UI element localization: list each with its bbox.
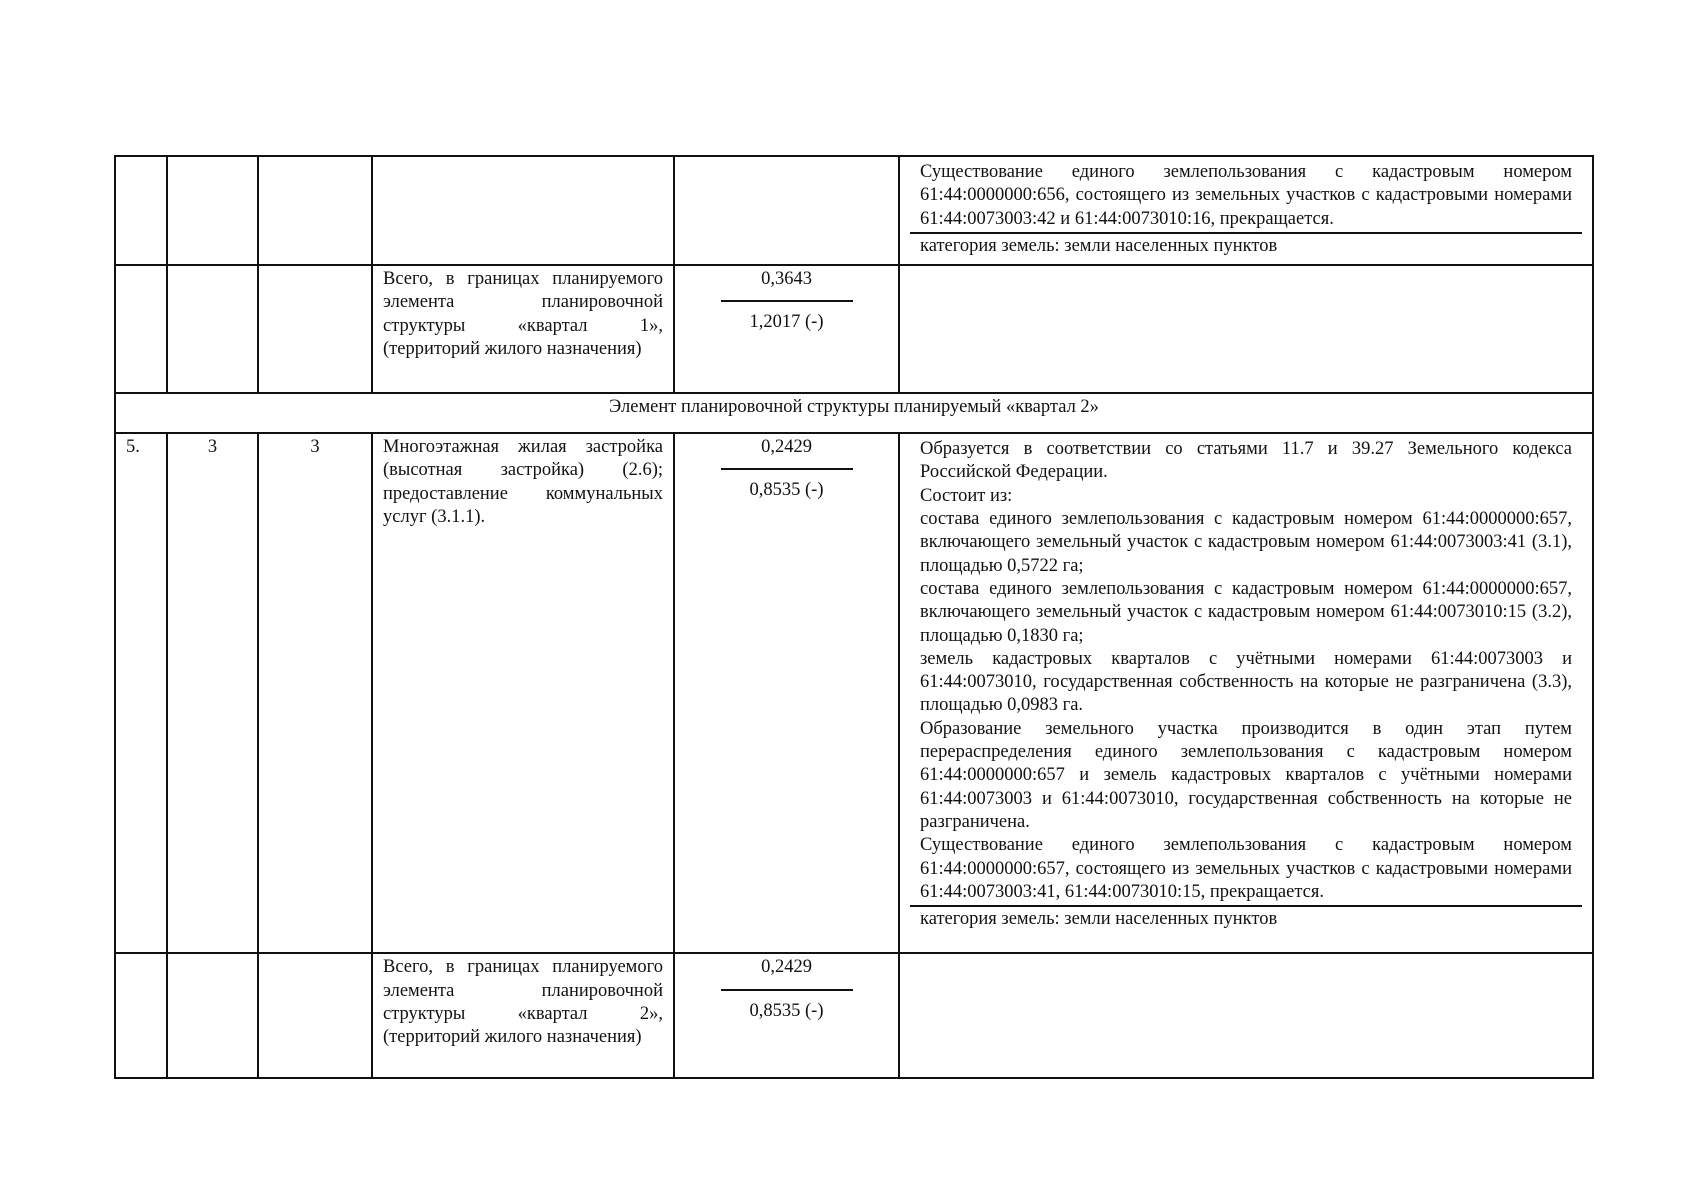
table-row	[115, 953, 1593, 1078]
description-paragraph: Существование единого землепользования с кадастровым номером 61:44:0000000:657, состоящего из земельных участков с кадастровыми номерами 61:44:0073003:41, 61:44:0073010:15, прекращается.	[920, 835, 1572, 902]
cell-permitted-use	[372, 433, 674, 953]
description-paragraph: Образование земельного участка производится в один этап путем перераспределения единого землепользования с кадастровым номером 61:44:0000000:657 и земель кадастровых кварталов с учётными номерами 61:44:0073003 и 61:44:0073010, государственная собственность на которые не разграничена.	[920, 718, 1572, 832]
cell-description	[899, 953, 1593, 1078]
fraction-line	[721, 300, 853, 302]
area-change-value: 0,8535 (-)	[749, 1000, 824, 1021]
area-value: 0,2429	[761, 437, 812, 458]
total-label: Всего, в границах планируемого элемента планировочной структуры «квартал 1», (территорий жилого назначения)	[383, 269, 663, 360]
table-row	[115, 156, 1593, 265]
section-title: Элемент планировочной структуры планируемый «квартал 2»	[115, 393, 1593, 433]
description-paragraph: Состоит из:	[920, 485, 1013, 506]
cell-plot-id	[258, 953, 372, 1078]
total-label: Всего, в границах планируемого элемента планировочной структуры «квартал 2», (территорий жилого назначения)	[383, 957, 663, 1048]
cell-plot-number	[167, 156, 258, 265]
cell-number: 5.	[115, 433, 167, 953]
cell-number	[115, 265, 167, 393]
cell-plot-number	[167, 953, 258, 1078]
cell-area	[674, 265, 899, 393]
cell-permitted-use	[372, 156, 674, 265]
cell-plot-id	[258, 156, 372, 265]
area-value: 0,2429	[761, 957, 812, 978]
cell-description	[899, 265, 1593, 393]
cell-plot-number	[167, 265, 258, 393]
cell-number	[115, 156, 167, 265]
description-paragraph: земель кадастровых кварталов с учётными номерами 61:44:0073003 и 61:44:0073010, государственная собственность на которые не разграничена (3.3), площадью 0,0983 га.	[920, 648, 1572, 716]
cell-total-label	[372, 953, 674, 1078]
fraction-line	[721, 468, 853, 470]
section-row	[115, 393, 1593, 433]
cell-total-label	[372, 265, 674, 393]
cell-plot-id: 3	[258, 433, 372, 953]
cell-description	[899, 156, 1593, 265]
description-paragraph: состава единого землепользования с кадастровым номером 61:44:0000000:657, включающего земельный участок с кадастровым номером 61:44:0073010:15 (3.2), площадью 0,1830 га;	[920, 578, 1572, 646]
cell-area	[674, 433, 899, 953]
description-paragraph: Образуется в соответствии со статьями 11.7 и 39.27 Земельного кодекса Российской Федерации.	[920, 439, 1572, 483]
description-paragraph: состава единого землепользования с кадастровым номером 61:44:0000000:657, включающего земельный участок с кадастровым номером 61:44:0073003:41 (3.1), площадью 0,5722 га;	[920, 509, 1572, 576]
description-paragraph: Существование единого землепользования с кадастровым номером 61:44:0000000:656, состоящего из земельных участков с кадастровыми номерами 61:44:0073003:42 и 61:44:0073010:16, прекращается.	[920, 162, 1572, 229]
fraction-line	[721, 989, 853, 991]
area-change-value: 0,8535 (-)	[749, 480, 824, 501]
land-category: категория земель: земли населенных пунктов	[920, 909, 1278, 930]
table-row	[115, 433, 1593, 953]
permitted-use-text: Многоэтажная жилая застройка (высотная застройка) (2.6); предоставление коммунальных услуг (3.1.1).	[383, 437, 663, 528]
cell-plot-number: 3	[167, 433, 258, 953]
table-row	[115, 265, 1593, 393]
land-category: категория земель: земли населенных пунктов	[920, 235, 1278, 256]
description-block	[910, 159, 1582, 234]
cell-number	[115, 953, 167, 1078]
area-change-value: 1,2017 (-)	[749, 312, 824, 333]
description-block	[910, 436, 1582, 907]
area-value: 0,3643	[761, 269, 812, 290]
land-plots-table	[114, 155, 1594, 1079]
cell-area	[674, 953, 899, 1078]
cell-area	[674, 156, 899, 265]
cell-description	[899, 433, 1593, 953]
cell-plot-id	[258, 265, 372, 393]
